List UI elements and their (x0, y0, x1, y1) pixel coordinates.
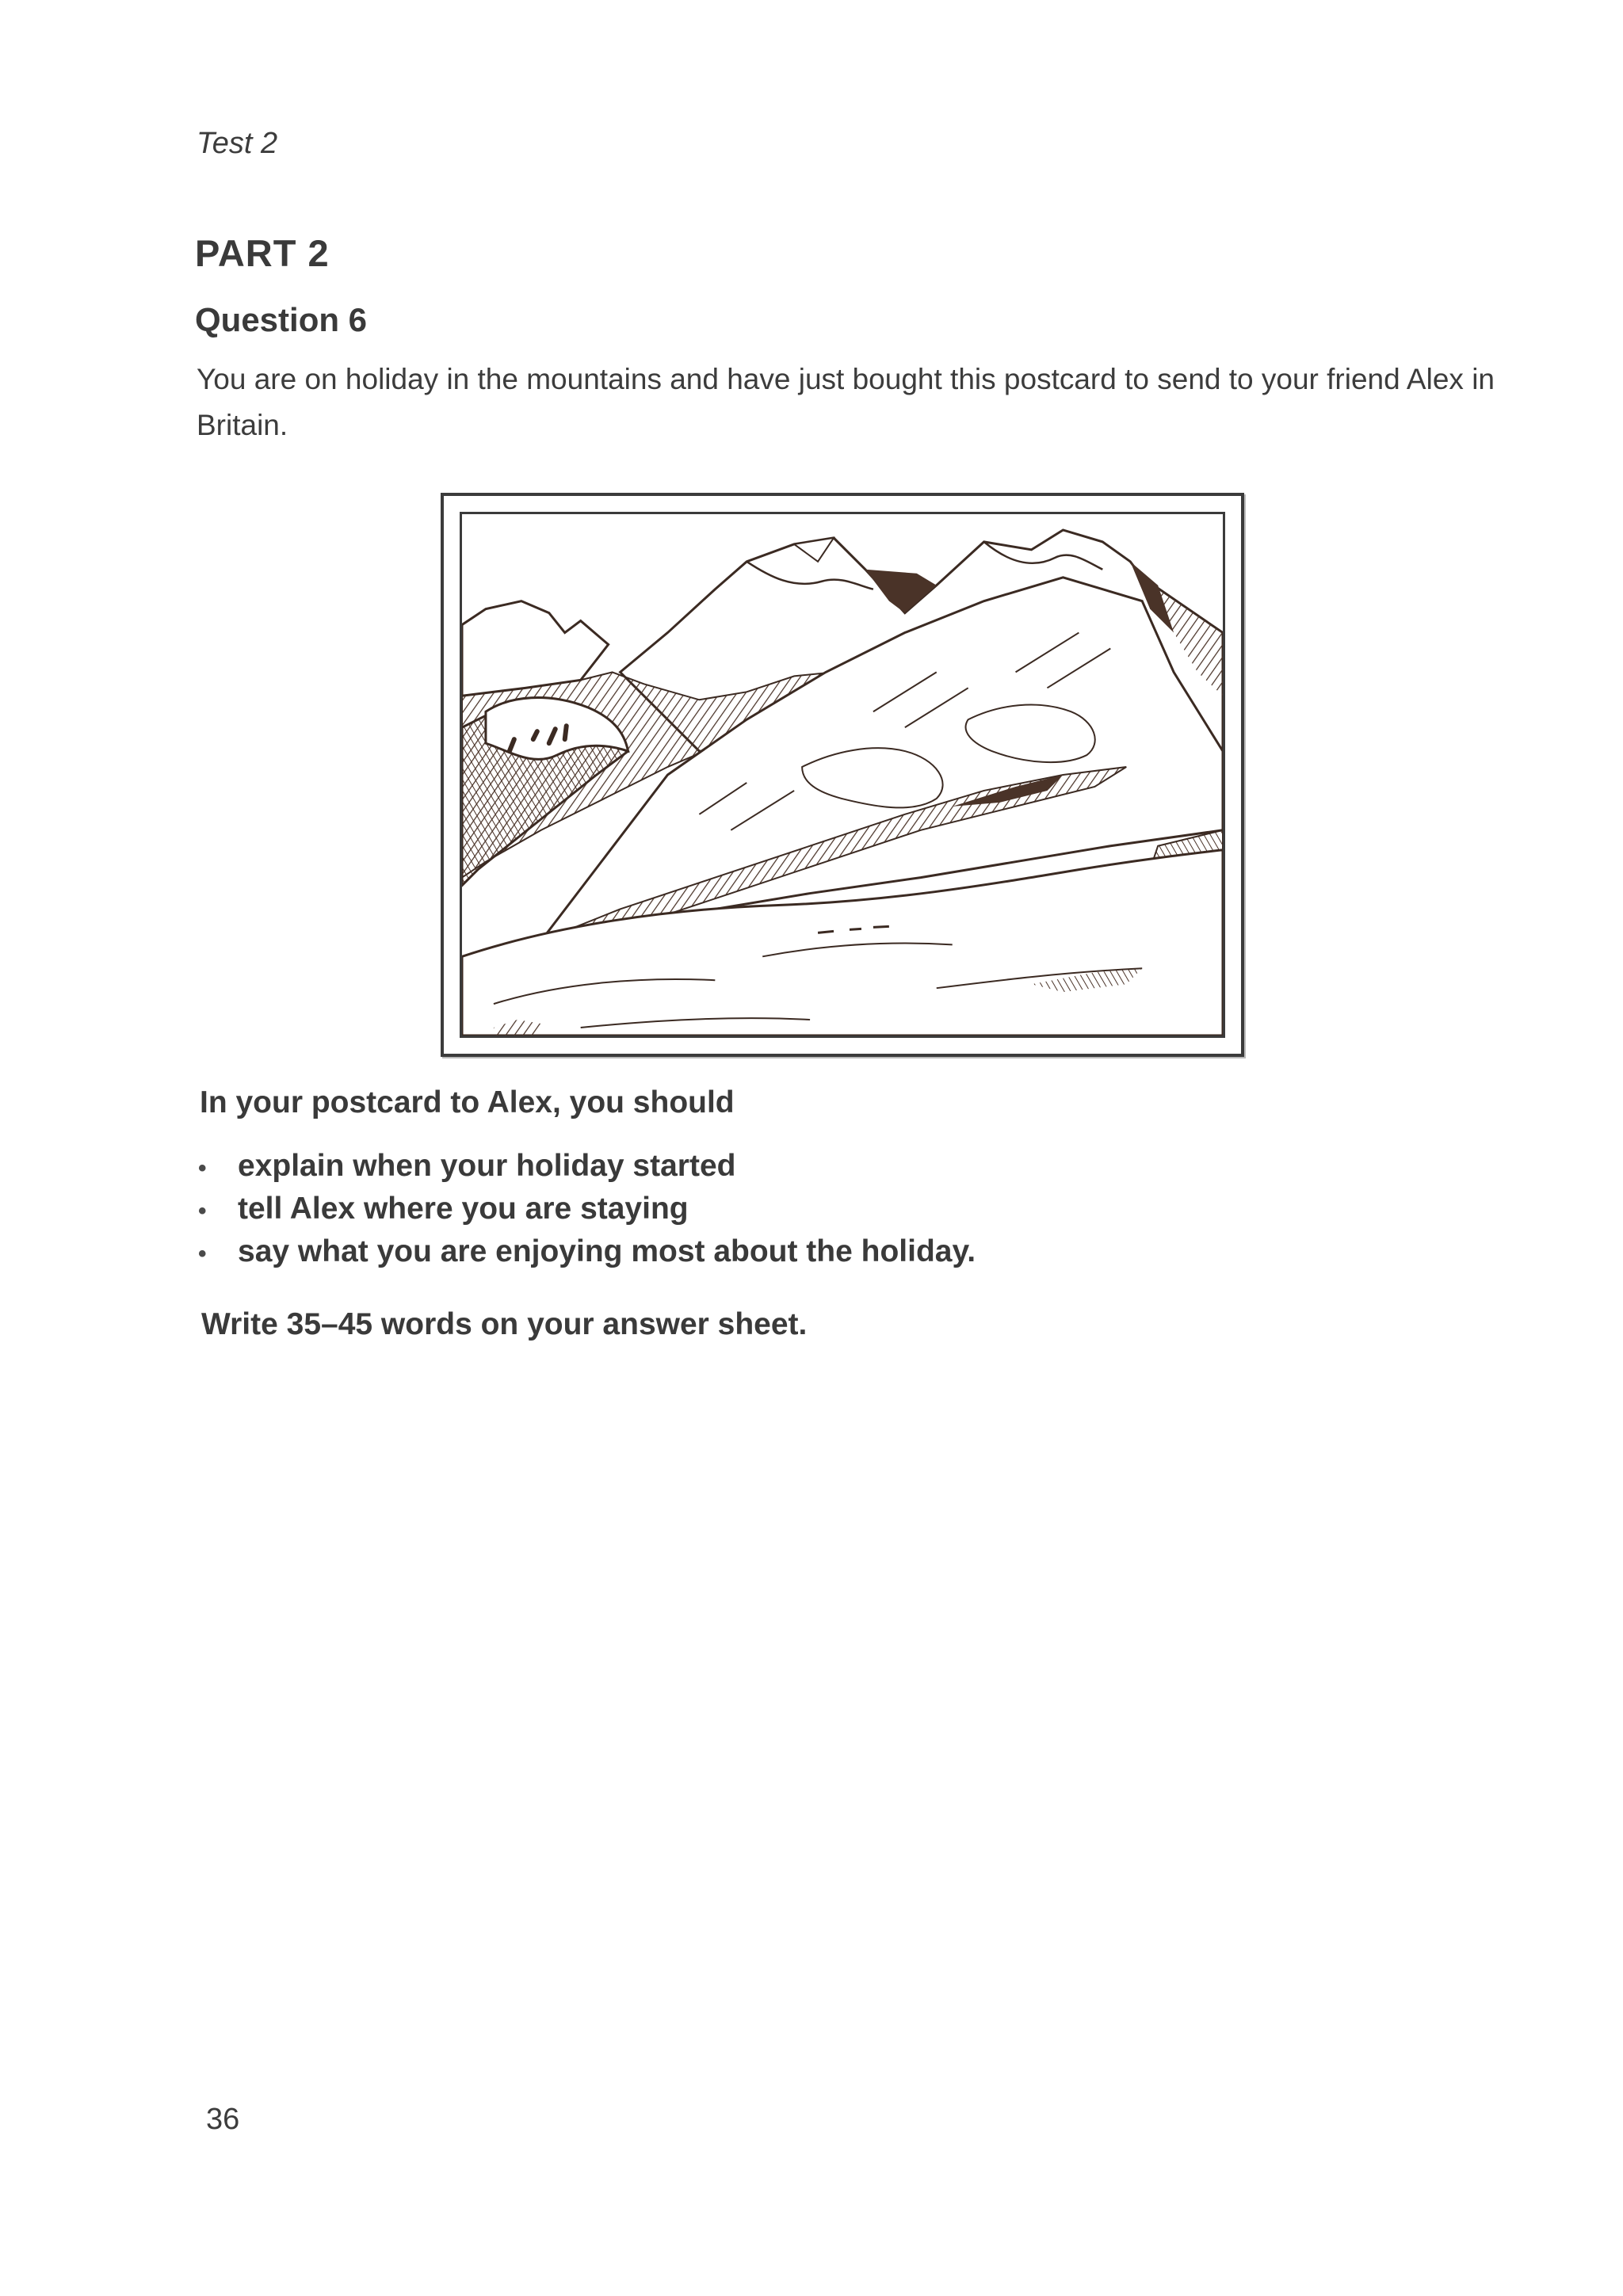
mountain-landscape-drawing (462, 514, 1223, 1035)
list-item (198, 1146, 976, 1188)
bullet-text: explain when your holiday started (238, 1149, 736, 1183)
postcard-picture (460, 512, 1225, 1038)
word-count-instruction: Write 35–45 words on your answer sheet. (201, 1307, 808, 1341)
bullet-icon: • (198, 1241, 207, 1267)
part-title: PART 2 (195, 232, 330, 274)
list-item (198, 1231, 976, 1274)
task-bullet-list (198, 1146, 976, 1274)
list-item (198, 1188, 976, 1231)
task-lead: In your postcard to Alex, you should (200, 1085, 735, 1119)
running-head: Test 2 (197, 127, 278, 160)
bullet-text: tell Alex where you are staying (238, 1192, 689, 1226)
bullet-text: say what you are enjoying most about the holiday. (238, 1234, 976, 1268)
intro-text: You are on holiday in the mountains and have just bought this postcard to send to your friend Alex in Britain. (197, 363, 1495, 441)
postcard-frame (441, 493, 1244, 1057)
bullet-icon: • (198, 1198, 207, 1224)
question-title: Question 6 (195, 301, 368, 338)
page-number: 36 (206, 2103, 240, 2136)
bullet-icon: • (198, 1155, 207, 1181)
